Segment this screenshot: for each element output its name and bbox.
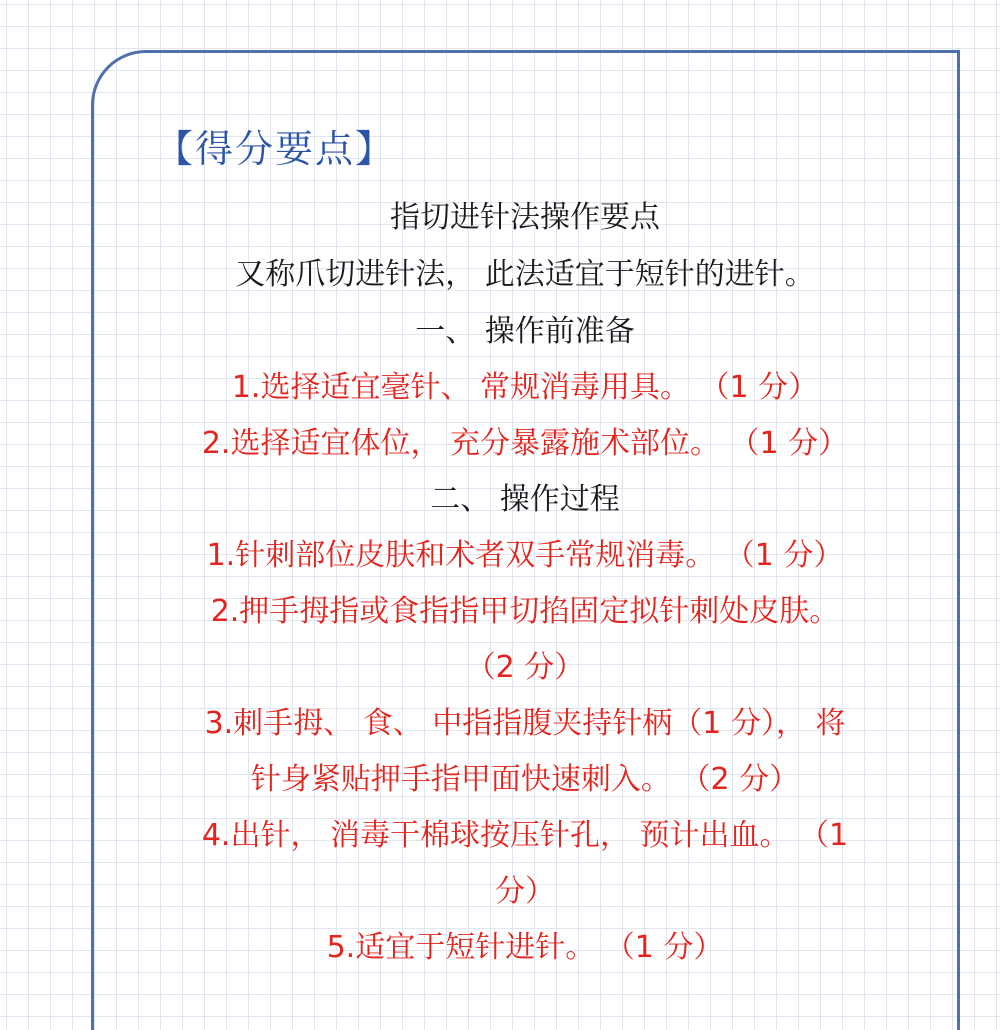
section-2-line-7: 分） — [495, 874, 555, 909]
section-2-title: 二、 操作过程 — [430, 482, 620, 517]
section-1-item-1: 1.选择适宜毫针、 常规消毒用具。 （1 分） — [231, 370, 819, 405]
score-points-heading: 【得分要点】 — [155, 127, 396, 171]
section-2-line-1: 1.针刺部位皮肤和术者双手常规消毒。 （1 分） — [206, 538, 844, 573]
section-2-line-8: 5.适宜于短针进针。 （1 分） — [326, 930, 724, 965]
document-title: 指切进针法操作要点 — [390, 200, 660, 235]
section-2-line-3: （2 分） — [465, 650, 585, 685]
section-2-line-4: 3.刺手拇、 食、 中指指腹夹持针柄（1 分）， 将 — [204, 706, 846, 741]
section-1-title: 一、 操作前准备 — [415, 314, 635, 349]
document-subtitle: 又称爪切进针法， 此法适宜于短针的进针。 — [235, 257, 815, 292]
section-1-item-2: 2.选择适宜体位， 充分暴露施术部位。 （1 分） — [201, 426, 849, 461]
section-2-line-5: 针身紧贴押手指甲面快速刺入。 （2 分） — [250, 762, 800, 797]
section-2-line-6: 4.出针， 消毒干棉球按压针孔， 预计出血。 （1 — [201, 818, 849, 853]
section-2-line-2: 2.押手拇指或食指指甲切掐固定拟针刺处皮肤。 — [210, 594, 840, 629]
